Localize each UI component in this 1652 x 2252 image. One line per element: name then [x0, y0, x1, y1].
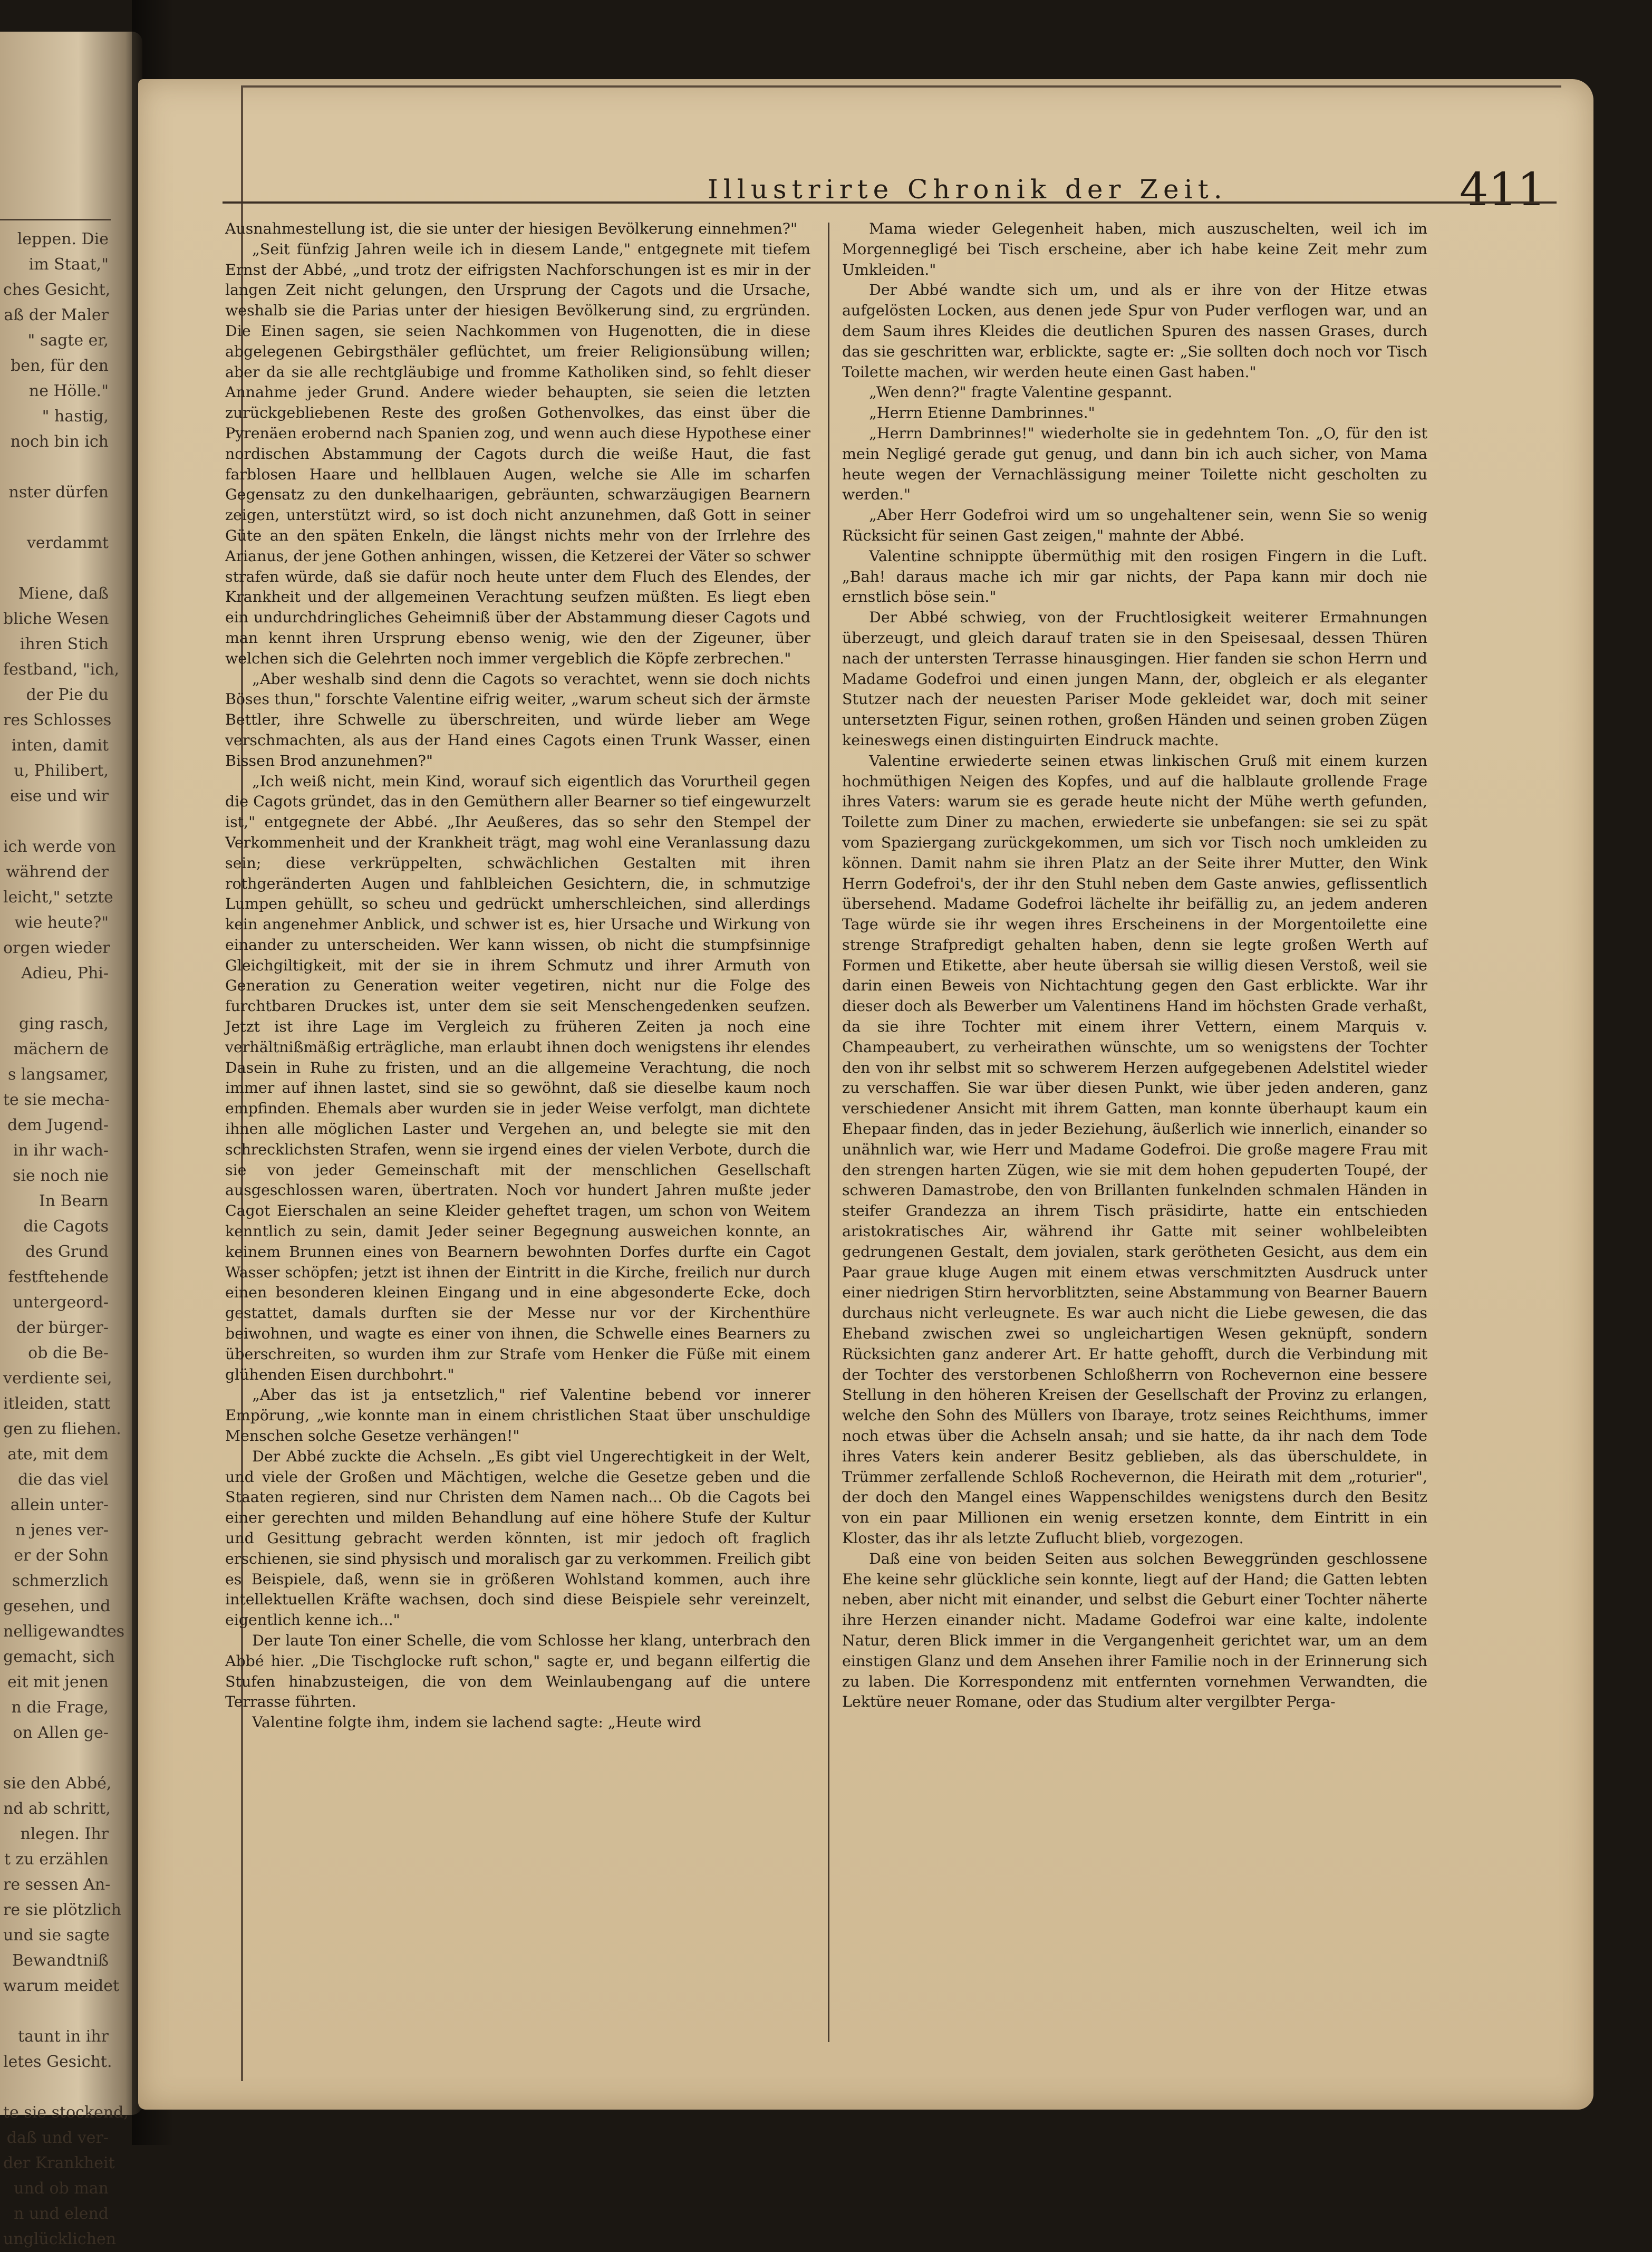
- left-page-line: schmerzlich: [12, 1572, 109, 1590]
- left-page-line: aß der Maler: [4, 306, 109, 324]
- paragraph: Ausnahmestellung ist, die sie unter der hiesigen Bevölkerung einnehmen?": [225, 220, 798, 237]
- paragraph: Der laute Ton einer Schelle, die vom Schlosse her klang, unterbrach den Abbé hier. „Die Tischglocke ruft schon," sagte er, und begann eilfertig die Stufen hinabzusteigen, die von dem Weinlaubengang auf die untere Terrasse führten.: [225, 1631, 810, 1711]
- left-page-line: er der Sohn: [14, 1546, 109, 1565]
- text-column-right: [842, 219, 1427, 1712]
- left-page-line: verdiente sei,: [3, 1369, 112, 1388]
- left-page-line: mächern de: [13, 1040, 109, 1058]
- left-page-text: [3, 227, 129, 2252]
- column-divider: [828, 223, 829, 2042]
- left-page-line: dem Jugend-: [7, 1116, 109, 1134]
- left-page-line: der Pie du: [26, 686, 109, 704]
- page-number: 411: [1459, 163, 1546, 216]
- left-page-line: [3, 505, 109, 531]
- left-page-line: [3, 809, 109, 834]
- left-page-line: ne Hölle.": [28, 382, 109, 400]
- paragraph: Der Abbé wandte sich um, und als er ihre von der Hitze etwas aufgelösten Locken, aus denen jede Spur von Puder verflogen war, und an dem Saum ihres Kleides die deutlichen Spuren des nassen Grases, durch das sie geschritten war, erblickte, sagte er: „Sie sollten doch noch vor Tisch Toilette machen, wir werden heute einen Gast haben.": [842, 281, 1427, 381]
- left-page-line: nd ab schritt,: [3, 1799, 111, 1818]
- left-page-line: unglücklichen: [3, 2230, 117, 2248]
- left-page-rule: [0, 219, 111, 220]
- left-page-line: Adieu, Phi-: [21, 964, 109, 983]
- left-page-line: n jenes ver-: [15, 1521, 109, 1539]
- left-page-line: nster dürfen: [8, 483, 109, 502]
- left-page-line: sie noch nie: [13, 1167, 109, 1185]
- left-page-edge: [0, 32, 142, 2248]
- left-page-line: [3, 2075, 109, 2100]
- left-page-line: gen zu fliehen.: [3, 1420, 121, 1438]
- left-page-line: festband, "ich,: [3, 660, 120, 679]
- left-page-line: gesehen, und: [3, 1597, 111, 1615]
- left-page-line: Miene, daß: [18, 584, 109, 603]
- paragraph: „Ich weiß nicht, mein Kind, worauf sich eigentlich das Vorurtheil gegen die Cagots gründet, das in den Gemüthern aller Bearner so tief eingewurzelt ist," entgegnete der Abbé. „Ihr Aeußeres, das so sehr den Stempel der Verkommenheit und der Krankheit trägt, mag wohl eine Veranlassung dazu sein; diese verkrüppelten, schwächlichen Gestalten mit ihren rothgeränderten Augen und fahlbleichen Gesichtern, die, in schmutzige Lumpen gehüllt, so scheu und gedrückt umherschleichen, sind allerdings kein angenehmer Anblick, und schwer ist es, hier Ursache und Wirkung von einander zu unterscheiden. Wer kann wissen, ob nicht die stumpfsinnige Gleichgiltigkeit, mit der sie in ihrem Schmutz und ihrer Armuth von Generation zu Generation weiter vegetiren, nicht nur die Folge des furchtbaren Druckes ist, unter dem sie seit Menschengedenken seufzen. Jetzt ist ihre Lage im Vergleich zu früheren Zeiten ja noch eine verhältnißmäßig erträgliche, man erlaubt ihnen doch wenigstens ihr elendes Dasein in Ruhe zu fristen, und an die allgemeine Verachtung, die noch immer auf ihnen lastet, sind sie so gewöhnt, daß sie dieselbe kaum noch empfinden. Ehemals aber wurden sie in jeder Weise verfolgt, man dichtete ihnen alle möglichen Laster und Vergehen an, und belegte sie mit den schrecklichsten Strafen, wenn sie irgend eines der vielen Verbote, durch die sie von jeder Gemeinschaft mit der menschlichen Gesellschaft ausgeschlossen waren, übertraten. Noch vor hundert Jahren mußte jeder Cagot Eierschalen an seine Kleider geheftet tragen, um schon von Weitem kenntlich zu sein, damit Jeder seiner Begegnung ausweichen konnte, an keinem Brunnen eines von Bearnern bewohnten Dorfes durfte ein Cagot Wasser schöpfen; jetzt ist ihnen der Eintritt in die Kirche, freilich nur durch einen besonderen kleinen Eingang und in eine abgesonderte Ecke, doch gestattet, damals durften sie der Messe nur vor der Kirchenthüre beiwohnen, und wagte es einer von ihnen, die Schwelle eines Bearners zu überschreiten, so wurden ihm zur Strafe vom Henker die Füße mit einem glühenden Eisen durchbohrt.": [225, 772, 810, 1383]
- paragraph: „Aber weshalb sind denn die Cagots so verachtet, wenn sie doch nichts Böses thun," forschte Valentine eifrig weiter, „warum scheut sich der ärmste Bettler, ihre Schwelle zu überschreiten, und würde lieber am Wege verschmachten, als aus der Hand eines Cagots einen Trunk Wasser, einen Bissen Brod anzunehmen?": [225, 670, 810, 769]
- left-page-line: eise und wir: [9, 787, 109, 805]
- left-page-line: leppen. Die: [17, 230, 109, 248]
- left-page-line: t zu erzählen: [4, 1850, 109, 1869]
- left-page-line: [3, 1999, 109, 2024]
- left-page-line: te sie mecha-: [3, 1091, 110, 1109]
- left-page-line: wie heute?": [14, 913, 109, 932]
- left-page-line: orgen wieder: [3, 939, 110, 957]
- left-page-line: on Allen ge-: [13, 1724, 109, 1742]
- left-page-line: sie den Abbé,: [3, 1774, 112, 1793]
- left-page-line: re sessen An-: [3, 1875, 111, 1894]
- paragraph: „Seit fünfzig Jahren weile ich in diesem Lande," entgegnete mit tiefem Ernst der Abbé, „und trotz der eifrigsten Nachforschungen ist es mir in der langen Zeit nicht gelungen, den Ursprung der Cagots und die Ursache, weshalb sie die Parias unter der hiesigen Bevölkerung sind, zu ergründen. Die Einen sagen, sie seien Nachkommen von Hugenotten, die in diese abgelegenen Gebirgsthäler geflüchtet, um freier Religionsübung willen; aber da sie alle rechtgläubige und fromme Katholiken sind, so fehlt dieser Annahme jeder Grund. Andere wieder behaupten, sie seien die letzten zurückgebliebenen Reste des großen Gothenvolkes, das einst über die Pyrenäen erobernd nach Spanien zog, und wenn auch diese Hypothese einer nordischen Abstammung der Cagots durch die weiße Haut, die fast farblosen Haare und hellblauen Augen, welche sie Alle im scharfen Gegensatz zu den dunkelhaarigen, gebräunten, schwarzäugigen Bearnern zeigen, unterstützt wird, so ist doch nicht anzunehmen, daß Gott in seiner Güte an den späten Enkeln, die längst nichts mehr von der Irrlehre des Arianus, der jene Gothen anhingen, wissen, die Ketzerei der Väter so schwer strafen würde, daß sie dafür noch heute unter dem Fluch des Elendes, der Krankheit und der allgemeinen Verachtung seufzen müßten. Es liegt eben ein undurchdringliches Geheimniß über der Abstammung dieser Cagots und man kennt ihren Ursprung ebenso wenig, wie den der Zigeuner, über welchen sich die Gelehrten noch immer vergeblich die Köpfe zerbrechen.": [225, 240, 810, 667]
- paragraph: „Wen denn?" fragte Valentine gespannt.: [869, 383, 1173, 401]
- left-page-line: ob die Be-: [28, 1344, 109, 1362]
- left-page-line: und sie sagte: [3, 1926, 110, 1945]
- left-page-line: des Grund: [25, 1243, 109, 1261]
- left-page-line: daß und ver-: [6, 2129, 109, 2147]
- left-page-line: ben, für den: [11, 357, 109, 375]
- paragraph: Mama wieder Gelegenheit haben, mich auszuschelten, weil ich im Morgennegligé bei Tisch erscheine, aber ich habe keine Zeit mehr zum Umkleiden.": [842, 220, 1427, 278]
- left-page-line: ate, mit dem: [7, 1445, 109, 1464]
- paragraph: Der Abbé schwieg, von der Fruchtlosigkeit weiterer Ermahnungen überzeugt, und gleich darauf traten sie in den Speisesaal, dessen Thüren nach der untersten Terrasse hinausgingen. Hier fanden sie schon Herrn und Madame Godefroi und einen jungen Mann, der, obgleich er als eleganter Stutzer nach der neuesten Pariser Mode gekleidet war, doch mit seiner untersetzten Figur, seinen rothen, großen Händen und seinen groben Zügen keineswegs einen distinguirten Eindruck machte.: [842, 609, 1427, 749]
- paragraph: Valentine erwiederte seinen etwas linkischen Gruß mit einem kurzen hochmüthigen Neigen des Kopfes, und auf die halblaute grollende Frage ihres Vaters: warum sie es gerade heute nicht der Mühe werth gefunden, Toilette zum Diner zu machen, erwiederte sie unbefangen: sie sei zu spät vom Spaziergang zurückgekommen, um sich vor Tisch noch umkleiden zu können. Damit nahm sie ihren Platz an der Seite ihrer Mutter, den Wink Herrn Godefroi's, der ihr den Stuhl neben dem Gaste anwies, geflissentlich übersehend. Madame Godefroi lächelte ihr beifällig zu, an jedem anderen Tage würde sie ihr wegen ihres Erscheinens in der Morgentoilette eine strenge Strafpredigt gehalten haben, denn sie legte großen Werth auf Formen und Etikette, aber heute übersah sie willig diesen Verstoß, weil sie darin einen Beweis von Nichtachtung gegen den Gast erblickte. War ihr dieser doch als Bewerber um Valentinens Hand im höchsten Grade verhaßt, da sie ihre Tochter mit einem ihrer Vettern, einem Marquis v. Champeaubert, zu verheirathen wünschte, um so wenigstens der Tochter den von ihr selbst mit so schwerem Herzen aufgegebenen Adelstitel wieder zu verschaffen. Sie war über diesen Punkt, wie über jeden anderen, ganz verschiedener Ansicht mit ihrem Gatten, man konnte überhaupt kaum ein Ehepaar finden, das in jeder Beziehung, äußerlich wie innerlich, einander so unähnlich war, wie Herr und Madame Godefroi. Die große magere Frau mit den strengen harten Zügen, wie sie mit dem hohen gepuderten Toupé, der schweren Damastrobe, den von Brillanten funkelnden schmalen Händen in steifer Grandezza an ihrem Tisch präsidirte, hatte ein entschieden aristokratisches Air, während ihr Gatte mit seiner wohlbeleibten gedrungenen Gestalt, dem jovialen, stark gerötheten Gesicht, aus dem ein Paar graue kluge Augen mit einem etwas verschmitzten Ausdruck unter einer niedrigen Stirn hervorblitzten, seine Abstammung von Bearner Bauern durchaus nicht verleugnete. Es war auch nicht die Liebe gewesen, die das Eheband zwischen zwei so ungleichartigen Wesen geknüpft, sondern Rücksichten ganz anderer Art. Er hatte gehofft, durch die Verbindung mit der Tochter des verstorbenen Schloßherrn von Rochevernon eine bessere Stellung in den höheren Kreisen der Gesellschaft der Provinz zu erlangen, welche den Sohn des Müllers von Ibaraye, trotz seines Reichthums, immer noch etwas über die Achseln ansah; und sie hatte, da ihr nach dem Tode ihres Vaters kein anderer Besitz geblieben, als das überschuldete, in Trümmer zerfallende Schloß Rochevernon, die Heirath mit dem „roturier", der doch den Mangel eines Wappenschildes wenigstens durch den Besitz von ein paar Millionen ein wenig ersetzen konnte, dem Eintritt in ein Kloster, das ihr als letzte Zuflucht blieb, vorgezogen.: [842, 752, 1427, 1547]
- left-page-line: " hastig,: [42, 407, 109, 426]
- left-page-line: ches Gesicht,: [3, 281, 111, 299]
- left-page-line: [3, 556, 109, 581]
- left-page-line: res Schlosses: [3, 711, 112, 729]
- left-page-line: leicht," setzte: [3, 888, 113, 907]
- left-page-line: ich werde von: [3, 838, 116, 856]
- paragraph: „Herrn Dambrinnes!" wiederholte sie in gedehntem Ton. „O, für den ist mein Negligé gerade gut genug, und dann bin ich auch sicher, von Mama heute wegen der Vernachlässigung meiner Toilette nicht gescholten zu werden.": [842, 424, 1427, 504]
- left-page-line: verdammt: [26, 534, 109, 552]
- left-page-line: Bewandtniß: [12, 1951, 109, 1970]
- left-page-line: bliche Wesen: [3, 610, 109, 628]
- paragraph: Der Abbé zuckte die Achseln. „Es gibt viel Ungerechtigkeit in der Welt, und viele der Großen und Mächtigen, welche die Gesetze geben und die Staaten regieren, sind nur Christen dem Namen nach... Ob die Cagots bei einer gerechten und milden Behandlung auf eine höhere Stufe der Kultur und Gesittung gebracht werden könnten, ist mir jedoch oft fraglich erschienen, sie sind physisch und moralisch gar zu verkommen. Freilich gibt es Beispiele, daß, wenn sie in größeren Wohlstand kommen, auch ihre intellektuellen Kräfte wachsen, doch sind diese Beispiele sehr vereinzelt, eigentlich kenne ich...": [225, 1447, 810, 1629]
- left-page-line: u, Philibert,: [14, 762, 109, 780]
- left-page-line: eit mit jenen: [7, 1673, 109, 1691]
- left-page-line: ihren Stich: [20, 635, 109, 653]
- left-page-line: festftehende: [8, 1268, 109, 1286]
- left-page-line: [3, 986, 109, 1012]
- page-header: [244, 158, 1557, 222]
- paragraph: Valentine folgte ihm, indem sie lachend sagte: „Heute wird: [252, 1714, 701, 1731]
- paragraph: Daß eine von beiden Seiten aus solchen Beweggründen geschlossene Ehe keine sehr glückliche sein konnte, liegt auf der Hand; die Gatten lebten neben, aber nicht mit einander, und selbst die Geburt einer Tochter näherte ihre Herzen einander nicht. Madame Godefroi war eine kalte, indolente Natur, deren Blick immer in die Vergangenheit gerichtet war, um an dem einstigen Glanz und dem Ansehen ihrer Familie noch in der Erinnerung sich zu laben. Die Korrespondenz mit entfernten vornehmen Verwandten, die Lektüre neuer Romane, oder das Studium alter vergilbter Perga-: [842, 1550, 1427, 1711]
- left-page-line: In Bearn: [38, 1192, 109, 1210]
- left-page-line: nelligewandtes: [3, 1622, 125, 1641]
- page: [138, 79, 1593, 2110]
- left-page-line: n und elend: [14, 2205, 109, 2223]
- left-page-line: warum meidet: [3, 1977, 120, 1995]
- left-page-line: der Krankheit: [3, 2154, 115, 2172]
- left-page-line: letes Gesicht.: [3, 2053, 112, 2071]
- left-page-line: gemacht, sich: [3, 1648, 115, 1666]
- left-page-line: der bürger-: [16, 1319, 109, 1337]
- paragraph: „Herrn Etienne Dambrinnes.": [869, 404, 1095, 422]
- left-page-line: die das viel: [17, 1470, 109, 1489]
- left-page-line: untergeord-: [13, 1293, 109, 1312]
- header-rule: [223, 201, 1557, 204]
- left-page-line: die Cagots: [23, 1217, 109, 1236]
- left-page-line: während der: [6, 863, 109, 881]
- text-column-left: [225, 219, 810, 1733]
- left-page-line: te sie stockend,: [3, 2103, 129, 2122]
- running-title: Illustrirte Chronik der Zeit.: [708, 174, 1228, 205]
- left-page-line: noch bin ich: [10, 432, 109, 451]
- left-page-line: allein unter-: [10, 1496, 109, 1514]
- left-page-line: im Staat,": [28, 255, 109, 274]
- left-page-line: itleiden, statt: [3, 1394, 111, 1413]
- paragraph: „Aber Herr Godefroi wird um so ungehaltener sein, wenn Sie so wenig Rücksicht für seinen Gast zeigen," mahnte der Abbé.: [842, 506, 1427, 544]
- left-page-line: [3, 1746, 109, 1771]
- paragraph: „Aber das ist ja entsetzlich," rief Valentine bebend vor innerer Empörung, „wie konnte man in einem christlichen Staat über unschuldige Menschen solche Gesetze verhängen!": [225, 1386, 810, 1445]
- left-page-line: n die Frage,: [11, 1698, 109, 1717]
- left-page-line: ging rasch,: [18, 1015, 109, 1033]
- left-page-line: re sie plötzlich: [3, 1901, 121, 1919]
- left-page-line: s langsamer,: [7, 1065, 109, 1084]
- left-page-line: und ob man: [14, 2179, 109, 2198]
- left-page-line: in ihr wach-: [13, 1141, 109, 1160]
- left-page-line: [3, 455, 109, 480]
- left-page-line: inten, damit: [11, 736, 109, 755]
- left-page-line: " sagte er,: [27, 331, 109, 350]
- left-page-line: taunt in ihr: [18, 2027, 109, 2046]
- paragraph: Valentine schnippte übermüthig mit den rosigen Fingern in die Luft. „Bah! daraus mache ich mir gar nichts, der Papa kann mir doch nie ernstlich böse sein.": [842, 547, 1427, 606]
- left-page-line: nlegen. Ihr: [20, 1825, 109, 1843]
